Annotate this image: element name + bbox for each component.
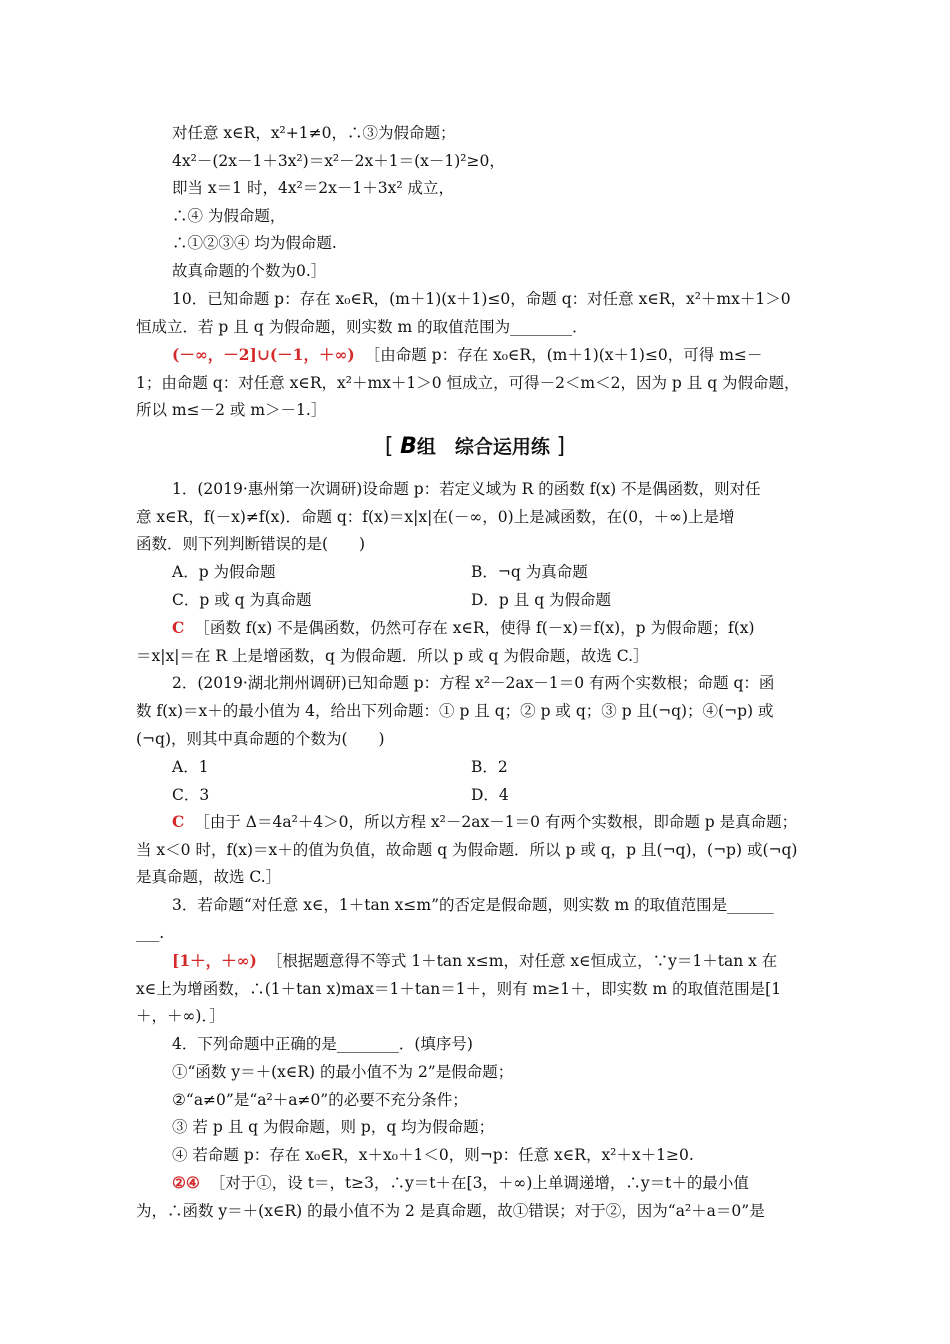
question-10-line: 10．已知命题 p：存在 x₀∈R，(m＋1)(x＋1)≤0，命题 q：对任意 x∈R，x²＋mx＋1＞0 (172, 290, 791, 308)
question-4-line: 4．下列命题中正确的是________．(填序号) (172, 1035, 473, 1053)
option-c: C．p 或 q 为真命题 (172, 591, 312, 609)
question-4-item: ②“a≠0”是“a²＋a≠0”的必要不充分条件； (172, 1091, 468, 1109)
question-2-line: (¬q)，则其中真命题的个数为( ) (136, 730, 385, 748)
bracket-left: [ (384, 434, 394, 459)
solution-line: 是真命题，故选 C.］ (136, 868, 282, 886)
solution-line: ＝x|x|＝在 R 上是增函数，q 为假命题．所以 p 或 q 为假命题，故选 C.］ (136, 647, 649, 665)
question-4-item: ①“函数 y＝＋(x∈R) 的最小值不为 2”是假命题； (172, 1063, 514, 1081)
solution-text: ［根据题意得不等式 1＋tan x≤m，对任意 x∈恒成立，∵y＝1＋tan x 在 (266, 952, 778, 970)
question-1-line: 函数．则下列判断错误的是( ) (136, 535, 366, 553)
question-10-line: 恒成立．若 p 且 q 为假命题，则实数 m 的取值范围为________． (136, 318, 588, 336)
solution-line: x∈上为增函数，∴(1＋tan x)max＝1＋tan＝1＋，则有 m≥1＋，即实数 m 的取值范围是[1 (136, 980, 782, 998)
option-d: D．p 且 q 为假命题 (471, 591, 612, 609)
question-3-solution (172, 950, 777, 972)
answer-label: (－∞，－2]∪(－1，＋∞) (172, 345, 355, 364)
section-title: 组 综合运用练 (416, 436, 550, 458)
solution-text: ［由于 Δ＝4a²＋4＞0，所以方程 x²－2ax－1＝0 有两个实数根，即命题 p 是真命题； (194, 813, 798, 831)
answer-label: ②④ (172, 1173, 200, 1192)
question-4-item: ③ 若 p 且 q 为假命题，则 p，q 均为假命题； (172, 1118, 495, 1136)
question-2-line: 数 f(x)＝x＋的最小值为 4，给出下列命题：① p 且 q；② p 或 q；③ p 且(¬q)；④(¬p) 或 (136, 702, 774, 720)
question-4-solution (172, 1172, 749, 1194)
text-line: 4x²－(2x－1＋3x²)＝x²－2x＋1＝(x－1)²≥0， (172, 152, 505, 170)
question-4-item: ④ 若命题 p：存在 x₀∈R，x＋x₀＋1＜0，则¬p：任意 x∈R，x²＋x＋1≥0. (172, 1146, 694, 1164)
solution-line: 所以 m≤－2 或 m＞－1.］ (136, 401, 327, 419)
text-line: ∴①②③④ 均为假命题. (172, 234, 337, 252)
text-line: ∴④ 为假命题， (172, 207, 286, 225)
question-2-solution (172, 811, 797, 833)
text-line: 故真命题的个数为0.］ (172, 262, 327, 280)
option-c: C．3 (172, 786, 210, 804)
solution-line: 当 x＜0 时，f(x)＝x＋的值为负值，故命题 q 为假命题．所以 p 或 q，p 且(¬q)，(¬p) 或(¬q) (136, 841, 798, 859)
question-1-line: 1．(2019·惠州第一次调研)设命题 p：若定义域为 R 的函数 f(x) 不是偶函数，则对任 (172, 480, 761, 498)
solution-text: ［函数 f(x) 不是偶函数，仍然可存在 x∈R，使得 f(－x)＝f(x)，p 为假命题；f(x) (194, 619, 755, 637)
question-3-line: ___. (136, 924, 165, 942)
solution-line: 1；由命题 q：对任意 x∈R，x²＋mx＋1＞0 恒成立，可得－2＜m＜2，因为 p 且 q 为假命题， (136, 374, 800, 392)
question-3-line: 3．若命题“对任意 x∈，1＋tan x≤m”的否定是假命题，则实数 m 的取值范围是______ (172, 896, 774, 914)
question-1-solution (172, 617, 755, 639)
solution-text: ［对于①，设 t＝，t≥3，∴y＝t＋在[3，＋∞)上单调递增，∴y＝t＋的最小值 (209, 1174, 749, 1192)
solution-line: 为，∴函数 y＝＋(x∈R) 的最小值不为 2 是真命题，故①错误；对于②，因为“a²＋a＝0”是 (136, 1202, 765, 1220)
question-1-line: 意 x∈R，f(－x)≠f(x)．命题 q：f(x)＝x|x|在(－∞，0)上是减函数，在(0，＋∞)上是增 (136, 508, 735, 526)
answer-label: [1＋，＋∞) (172, 951, 257, 970)
option-b: B．¬q 为真命题 (471, 563, 588, 581)
question-2-line: 2．(2019·湖北荆州调研)已知命题 p：方程 x²－2ax－1＝0 有两个实数根；命题 q：函 (172, 674, 775, 692)
option-a: A．1 (172, 758, 209, 776)
section-letter: B (400, 434, 417, 459)
solution-text: ［由命题 p：存在 x₀∈R，(m＋1)(x＋1)≤0，可得 m≤－ (364, 346, 763, 364)
question-10-solution (172, 344, 762, 366)
bracket-right: ] (556, 434, 566, 459)
option-a: A．p 为假命题 (172, 563, 276, 581)
answer-label: C (172, 812, 185, 831)
text-line: 即当 x＝1 时，4x²＝2x－1＋3x² 成立， (172, 179, 454, 197)
section-heading (0, 432, 950, 459)
text-line: 对任意 x∈R，x²+1≠0，∴③为假命题； (172, 124, 456, 142)
option-d: D．4 (471, 786, 509, 804)
solution-line: ＋，＋∞)．］ (136, 1007, 225, 1025)
answer-label: C (172, 618, 185, 637)
option-b: B．2 (471, 758, 508, 776)
